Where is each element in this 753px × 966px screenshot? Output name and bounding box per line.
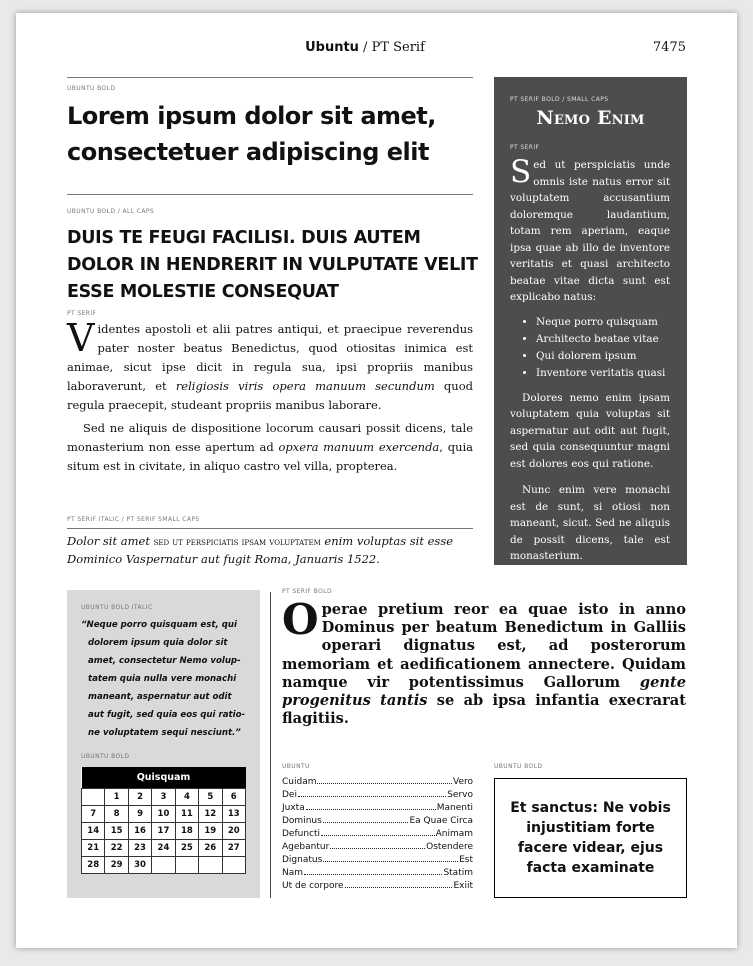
list-item-label: Dei xyxy=(282,790,297,800)
calendar-day: 9 xyxy=(128,806,151,823)
body-p1-end: quod regula praecepit, studeant propriis manibus laborare. xyxy=(67,379,473,412)
quote-start: Dolor sit amet xyxy=(67,534,154,548)
body-p2-text: Sed ne aliquis de dispositione locorum causari possit dicens, tale monasterium non esse apertum ad xyxy=(67,421,473,454)
calendar-day: 15 xyxy=(105,823,128,840)
calendar-day xyxy=(199,857,222,874)
sidebar-title-label: PT SERIF BOLD / SMALL CAPS xyxy=(510,96,609,103)
list-item-label: Nam xyxy=(282,868,304,878)
bold-paragraph xyxy=(282,595,686,728)
running-header xyxy=(240,40,490,55)
dot-leader xyxy=(323,822,409,823)
body-paragraph-2 xyxy=(67,419,473,476)
sidebar-paragraph-2: Dolores nemo enim ipsam voluptatem quia voluptas sit aspernatur aut odit aut fugit, sed quia consequuntur magni est dolores eos qui ratione. xyxy=(510,391,670,470)
h1-rule xyxy=(67,77,473,78)
list-item xyxy=(282,776,473,789)
calendar-day xyxy=(175,857,198,874)
body-font-label: PT SERIF xyxy=(67,310,97,317)
list-item xyxy=(282,880,473,893)
leader-list xyxy=(282,776,473,893)
calendar-day: 17 xyxy=(152,823,175,840)
calendar-day: 1 xyxy=(105,789,128,806)
calendar-body xyxy=(82,789,246,874)
list-item: • Inventore veritatis quasi xyxy=(536,365,670,382)
sidebar xyxy=(494,77,687,565)
quote-rule xyxy=(67,528,473,529)
sidebar-p1-text: ed ut perspiciatis unde omnis iste natus error sit voluptatem accusantium doloremque laudantium, totam rem aperiam, eaque ipsa quae ab illo de inventore veritatis et quasi architecto beatae vitae dicta sunt est explicabo natus: xyxy=(510,159,670,303)
dot-leader xyxy=(321,835,435,836)
calendar-day: 29 xyxy=(105,857,128,874)
list-item xyxy=(282,841,473,854)
sidebar-drop-cap: S xyxy=(510,154,532,190)
dot-leader xyxy=(304,874,442,875)
calendar-day: 3 xyxy=(152,789,175,806)
list-item-value: Ea Quae Circa xyxy=(409,816,473,826)
calendar-day: 14 xyxy=(82,823,105,840)
body-p1-emphasis: religiosis viris opera manuum secundum xyxy=(175,379,435,393)
dot-leader xyxy=(330,848,425,849)
calendar-day: 13 xyxy=(222,806,245,823)
calendar-day: 7 xyxy=(82,806,105,823)
calendar-day xyxy=(222,857,245,874)
list-item-value: Vero xyxy=(452,777,473,787)
quote-font-label: PT SERIF ITALIC / PT SERIF SMALL CAPS xyxy=(67,516,200,523)
list-item xyxy=(282,789,473,802)
blockquote-font-label: UBUNTU BOLD ITALIC xyxy=(81,604,153,611)
calendar-week xyxy=(82,823,246,840)
body-p2-end: , quia situm est in civitate, in aliquo castro vel villa, propterea. xyxy=(67,440,474,473)
calendar-font-label: UBUNTU BOLD xyxy=(81,753,130,760)
calendar-day: 19 xyxy=(199,823,222,840)
italic-quote xyxy=(67,533,473,568)
boxed-font-label: UBUNTU BOLD xyxy=(494,763,543,770)
list-item xyxy=(282,815,473,828)
big-para-emphasis: gente progenitus tantis xyxy=(282,673,686,710)
h2-font-label: UBUNTU BOLD / ALL CAPS xyxy=(67,208,155,215)
list-item xyxy=(282,802,473,815)
calendar-day: 16 xyxy=(128,823,151,840)
dot-leader xyxy=(298,796,446,797)
calendar-day: 30 xyxy=(128,857,151,874)
dot-leader xyxy=(317,783,452,784)
h1-font-label: UBUNTU BOLD xyxy=(67,85,116,92)
blockquote-line: amet, consectetur Nemo volup- xyxy=(88,656,241,666)
list-item-label: Dominus xyxy=(282,816,322,826)
calendar-day: 10 xyxy=(152,806,175,823)
list-item-label: Ut de corpore xyxy=(282,881,344,891)
blockquote xyxy=(81,616,247,742)
calendar-day: 24 xyxy=(152,840,175,857)
list-item-value: Manenti xyxy=(436,803,473,813)
list-item-value: Animam xyxy=(435,829,473,839)
list-item-value: Ostendere xyxy=(426,842,473,852)
calendar-day: 2 xyxy=(128,789,151,806)
calendar-day: 4 xyxy=(175,789,198,806)
drop-cap: V xyxy=(67,316,95,360)
body-p2-emphasis: opxera manuum exercenda xyxy=(278,440,440,454)
body-paragraph-1 xyxy=(67,316,473,415)
calendar-day: 28 xyxy=(82,857,105,874)
sidebar-title: Nemo Enim xyxy=(536,107,645,129)
list-item-label: Agebantur xyxy=(282,842,330,852)
quote-small-caps: sed ut perspiciatis ipsam voluptatem xyxy=(153,537,321,548)
blockquote-line: ne voluptatem sequi nesciunt.” xyxy=(88,728,241,738)
h2-rule xyxy=(67,194,473,195)
list-item: • Neque porro quisquam xyxy=(536,314,670,331)
subheading: DUIS TE FEUGI FACILISI. DUIS AUTEM DOLOR IN HENDRERIT IN VULPUTATE VELIT ESSE MOLESTIE CONSEQUAT xyxy=(67,228,478,302)
calendar-day: 21 xyxy=(82,840,105,857)
blockquote-line: maneant, aspernatur aut odit xyxy=(88,692,232,702)
list-item-label: Dignatus xyxy=(282,855,323,865)
calendar-day: 22 xyxy=(105,840,128,857)
list-item-label: Cuidam xyxy=(282,777,317,787)
calendar-day: 23 xyxy=(128,840,151,857)
boxed-callout-text: Et sanctus: Ne vobis injustitiam forte facere videar, ejus facta examinate xyxy=(510,800,671,876)
blockquote-line: dolorem ipsum quia dolor sit xyxy=(88,638,228,648)
calendar-day xyxy=(82,789,105,806)
gray-panel xyxy=(67,590,260,898)
calendar-day xyxy=(152,857,175,874)
list-item-value: Statim xyxy=(443,868,473,878)
dot-leader xyxy=(323,861,458,862)
calendar-day: 6 xyxy=(222,789,245,806)
list-item-label: Defuncti xyxy=(282,829,321,839)
calendar-day: 25 xyxy=(175,840,198,857)
calendar-day: 8 xyxy=(105,806,128,823)
calendar-day: 26 xyxy=(199,840,222,857)
calendar-week xyxy=(82,806,246,823)
sidebar-paragraph-3: Nunc enim vere monachi est de sunt, si otiosi non maneant, sicut. Sed ne aliquis de possit dicens, tale est monasterium. xyxy=(510,484,670,562)
sidebar-bullet-list xyxy=(510,314,670,382)
quote-end: enim voluptas sit esse Dominico Vaspernatur aut fugit Roma, Januaris 1522. xyxy=(67,534,454,566)
calendar-week xyxy=(82,840,246,857)
calendar xyxy=(81,767,246,874)
list-item-label: Juxta xyxy=(282,803,305,813)
dot-leader xyxy=(345,887,453,888)
blockquote-line: aut fugit, sed quia eos qui ratio- xyxy=(88,710,246,720)
calendar-day: 12 xyxy=(199,806,222,823)
column-divider xyxy=(270,592,271,898)
dot-leader xyxy=(306,809,436,810)
calendar-day: 18 xyxy=(175,823,198,840)
list-item: • Qui dolorem ipsum xyxy=(536,348,670,365)
main-heading: Lorem ipsum dolor sit amet, consectetuer adipiscing elit xyxy=(67,102,436,166)
body-p1-text: identes apostoli et alii patres antiqui, et praecipue reverendus pater noster beatus Benedictus, quod otiositas inimica est animae, sicut ipse dicit in regula sua, ipsi propriis manibus laboraverunt, et xyxy=(67,322,473,393)
big-para-font-label: PT SERIF BOLD xyxy=(282,588,332,595)
blockquote-line: “Neque porro quisquam est, qui xyxy=(81,620,237,630)
list-item-value: Servo xyxy=(447,790,473,800)
list-font-label: UBUNTU xyxy=(282,763,310,770)
calendar-day: 11 xyxy=(175,806,198,823)
calendar-week xyxy=(82,789,246,806)
list-item xyxy=(282,867,473,880)
body-text xyxy=(67,316,474,476)
blockquote-line: tatem quia nulla vere monachi xyxy=(88,674,237,684)
list-item: • Architecto beatae vitae xyxy=(536,331,670,348)
sidebar-paragraph-1 xyxy=(510,154,670,306)
calendar-day: 20 xyxy=(222,823,245,840)
big-para-text: perae pretium reor ea quae isto in anno Dominus per beatum Benedictum in Galliis operari dignatus est, ad posterorum memoriam et aedificationem annectere. Quidam namque vir potentissimus Gallorum xyxy=(282,601,686,691)
calendar-day: 5 xyxy=(199,789,222,806)
calendar-title: Quisquam xyxy=(82,767,246,789)
page-number: 7475 xyxy=(652,40,686,55)
header-font-name: Ubuntu xyxy=(305,40,359,55)
calendar-week xyxy=(82,857,246,874)
list-item xyxy=(282,854,473,867)
sidebar-body-label: PT SERIF xyxy=(510,144,540,151)
list-item-value: Est xyxy=(459,855,473,865)
list-item xyxy=(282,828,473,841)
list-item-value: Exiit xyxy=(453,881,473,891)
boxed-callout xyxy=(494,778,687,898)
big-para-end: se ab ipsa infantia execrarat flagitiis. xyxy=(282,692,686,728)
sidebar-body xyxy=(510,154,670,565)
header-font-rest: / PT Serif xyxy=(358,40,425,55)
calendar-day: 27 xyxy=(222,840,245,857)
big-drop-cap: O xyxy=(282,595,319,644)
